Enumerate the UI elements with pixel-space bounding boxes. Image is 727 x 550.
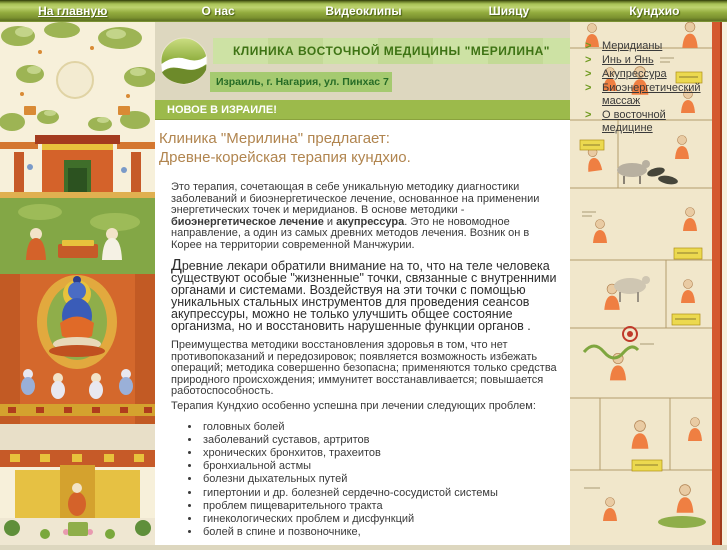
sidebar (570, 22, 727, 545)
site-header (155, 22, 570, 100)
main-column (155, 22, 570, 545)
sidebar-item-eastern-medicine[interactable] (585, 109, 715, 135)
clinic-address: Израиль, г. Нагария, ул. Пинхас 7 (216, 76, 389, 88)
list-item: • гипертонии и др. болезней сердечно-сосудистой системы (201, 487, 558, 500)
chevron-right-icon: > (585, 40, 592, 52)
headline-line2: Древне-корейская терапия кундхио. (159, 149, 411, 166)
paragraph-advantages: Преимущества методики восстановления здоровья в том, что нет противопоказаний и передозировок; появляется возможность избежать операций; методика совершенно безопасна; применяются только средства природного происхождения; иммунитет восстанавливается; повышается работоспособность. (171, 339, 557, 397)
paragraph-intro: Это терапия, сочетающая в себе уникальную методику диагностики заболеваний и биоэнергетическое лечение, основанное на применении энергетических точек и меридианов. В основе методики - биоэнергетическое лечение и акупрессура. Это не новомодное направление, а один из самых древних методов лечения. Возник он в Корее на территории современной Манчжурии. (171, 181, 540, 251)
sidebar-item-bioenergetic-massage[interactable] (585, 82, 715, 108)
headline-line1: Клиника "Мерилина" предлагает: (159, 130, 390, 147)
thangka-painting-image (0, 22, 155, 545)
list-item: • хронических бронхитов, трахеитов (201, 447, 558, 460)
list-item: • болезни дыхательных путей (201, 473, 558, 486)
nav-item-home[interactable]: На главную (38, 4, 108, 18)
list-item: • гинекологических проблем и дисфункций (201, 513, 558, 526)
nav-item-shiatsu[interactable]: Шияцу (488, 4, 530, 18)
sidebar-link-label[interactable]: Меридианы (602, 40, 663, 52)
list-item: • заболеваний суставов, артритов (201, 434, 558, 447)
sidebar-item-meridians[interactable] (585, 40, 715, 53)
top-navigation (0, 0, 727, 22)
nav-item-videos[interactable]: Видеоклипы (325, 4, 402, 18)
thangka-art (0, 22, 155, 545)
chevron-right-icon: > (585, 82, 592, 94)
list-item: • головных болей (201, 421, 558, 434)
list-item: • болей в спине и позвоночнике, (201, 526, 558, 539)
new-in-israel-banner: НОВОЕ В ИЗРАИЛЕ! (155, 100, 570, 120)
problems-list (171, 421, 558, 540)
article-headline (159, 129, 558, 167)
clinic-address-bar (210, 72, 392, 92)
chevron-right-icon: > (585, 54, 592, 66)
sidebar-item-yin-yang[interactable] (585, 54, 715, 67)
sidebar-item-acupressure[interactable] (585, 68, 715, 81)
nav-item-about[interactable]: О нас (201, 4, 235, 18)
sidebar-link-label[interactable]: Инь и Янь (602, 54, 654, 66)
sidebar-link-label[interactable]: Акупрессура (602, 68, 667, 80)
sidebar-link-label[interactable]: О восточной медицине (602, 109, 666, 134)
clinic-title-bar (213, 38, 570, 64)
clinic-title: КЛИНИКА ВОСТОЧНОЙ МЕДИЦИНЫ "МЕРИЛИНА" (232, 44, 550, 58)
chevron-right-icon: > (585, 109, 592, 121)
sidebar-link-label[interactable]: Биоэнергетический массаж (602, 82, 701, 107)
problems-list-intro: Терапия Кундхио особенно успешна при лечении следующих проблем: (171, 399, 536, 412)
sidebar-links (585, 40, 715, 136)
paragraph-history: Древние лекари обратили внимание на то, что на теле человека существуют особые "жизненные" точки, связанные с внутренними органами и системами. Воздействуя на эти точки с помощью уникальных стальных инструментов для проведения сеансов акупрессуры, можно не только улучшить общее состояние организма, но и восстановить нарушенные функции органов . (171, 257, 557, 333)
article-content (155, 120, 570, 539)
nav-item-kundhio[interactable]: Кундхио (629, 4, 680, 18)
list-item: • бронхиальной астмы (201, 460, 558, 473)
chevron-right-icon: > (585, 68, 592, 80)
list-item: • проблем пищеварительного тракта (201, 500, 558, 513)
clinic-logo-icon (160, 37, 208, 85)
